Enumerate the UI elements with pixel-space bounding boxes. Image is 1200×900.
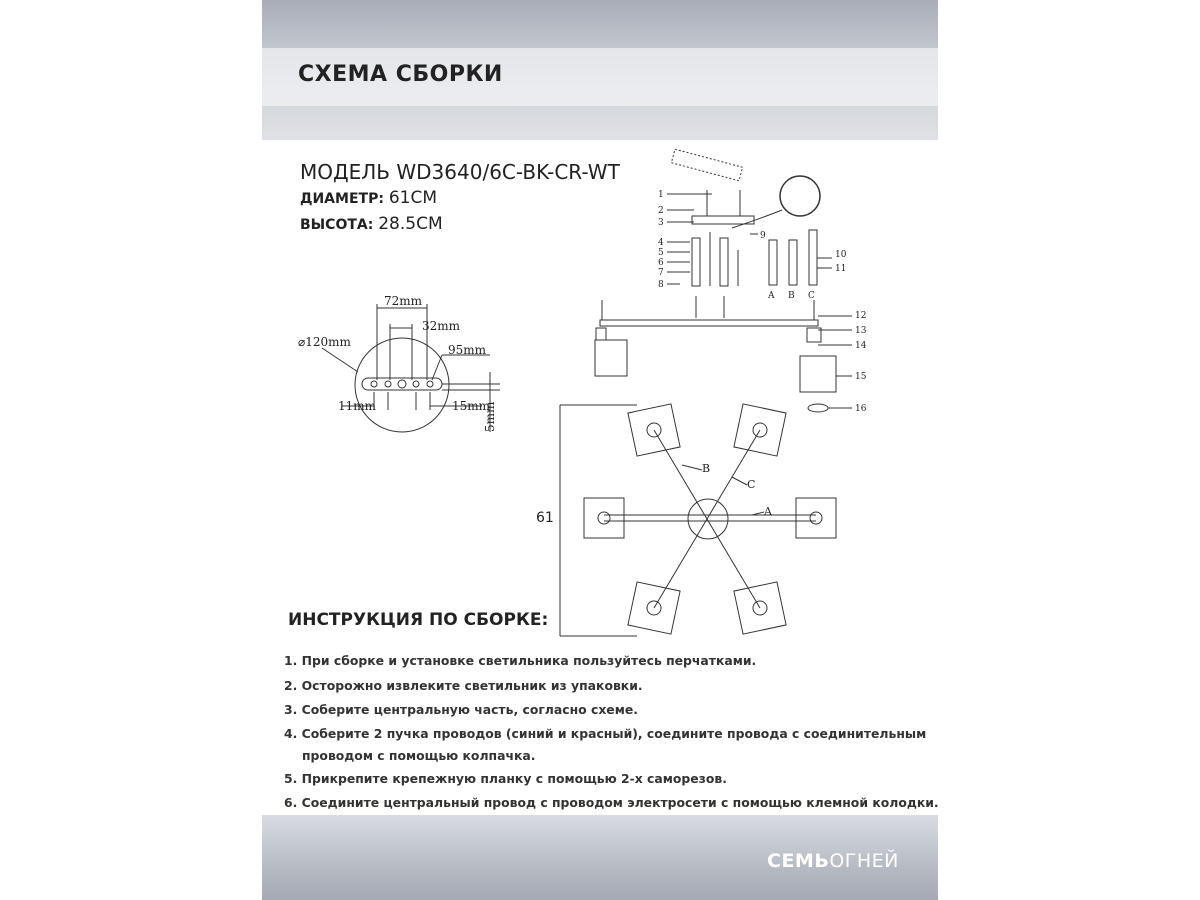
instruction-step: 5. Прикрепите крепежную планку с помощью 2-х саморезов. [284,771,727,786]
dim-11: 11mm [338,399,377,413]
instruction-step: 6. Соедините центральный провод с проводом электросети с помощью клемной колодки. [284,795,939,810]
page-title: СХЕМА СБОРКИ [298,62,503,87]
part-number: 13 [855,326,867,336]
diameter-value: 61СМ [388,188,437,208]
plate-circle [355,338,449,432]
dim-15: 15mm [452,399,491,413]
instruction-step-continued: проводом с помощью колпачка. [302,748,536,763]
instruction-step: 3. Соберите центральную часть, согласно схеме. [284,702,638,717]
brand-logo [767,850,899,872]
part-number: 15 [855,372,867,382]
part-number: 4 [658,238,664,248]
brand-light: ОГНЕЙ [829,850,899,872]
part-number: 11 [835,264,847,274]
part-number: 12 [855,311,867,321]
instruction-step: 1. При сборке и установке светильника пользуйтесь перчатками. [284,653,757,668]
height-label: ВЫСОТА: [300,217,374,233]
dim-32: 32mm [422,319,461,333]
part-number: 8 [658,280,664,290]
dim-95: 95mm [448,343,487,357]
diameter-label: ДИАМЕТР: [300,191,384,207]
rod-label-b: B [702,462,711,475]
rod-label: B [788,291,795,301]
height-value: 28.5СМ [378,214,443,234]
exploded-view [595,149,852,412]
instruction-sheet [262,0,938,900]
part-numbers [658,190,867,414]
instructions-title: ИНСТРУКЦИЯ ПО СБОРКЕ: [288,610,549,630]
part-number: 10 [835,250,847,260]
part-number: 1 [658,190,664,200]
model-name: МОДЕЛЬ WD3640/6C-BK-CR-WT [300,160,620,184]
dim-120: ⌀120mm [298,335,351,349]
dim-5: 5mm [483,401,497,432]
part-number: 5 [658,248,664,258]
part-number: 14 [855,341,867,351]
part-number: 16 [855,404,867,414]
brand-bold: СЕМЬ [767,850,830,872]
assembly-drawings [262,0,938,900]
instruction-step: 4. Соберите 2 пучка проводов (синий и красный), соедините провода с соединительным [284,726,927,741]
part-number: 3 [658,218,664,228]
rod-label-a: A [764,505,772,518]
rod-label-c: C [747,478,756,491]
rod-label: C [808,291,815,301]
part-number: 7 [658,268,664,278]
instruction-step: 2. Осторожно извлеките светильник из упаковки. [284,678,643,693]
dim-72: 72mm [384,294,423,308]
rod-label: A [768,291,775,301]
part-number: 9 [760,231,766,241]
top-view [560,404,836,636]
top-view-diameter: 61 [536,510,554,526]
part-number: 2 [658,206,664,216]
part-number: 6 [658,258,664,268]
